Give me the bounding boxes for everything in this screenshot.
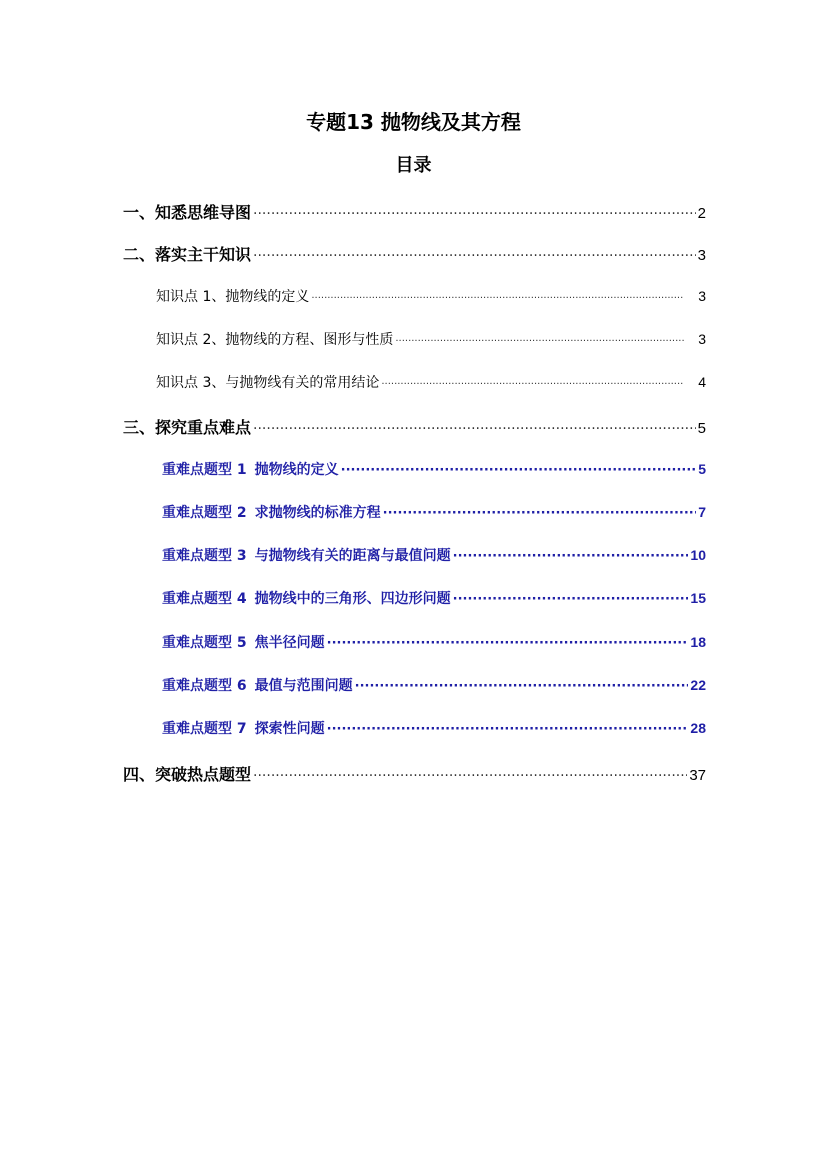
toc-entry-label: 求抛物线的标准方程: [254, 505, 381, 521]
toc-entry-knowledge-2[interactable]: [156, 329, 706, 351]
toc-page-number: 2: [697, 205, 706, 222]
toc-entry-problem-type-2[interactable]: [162, 502, 706, 524]
toc-page-number: 10: [690, 547, 706, 563]
dot-leader: [327, 637, 689, 650]
toc-page-number: 3: [698, 331, 706, 347]
toc-heading: 目录: [395, 155, 432, 176]
toc-entry-label: 二、落实主干知识: [123, 245, 252, 264]
toc-entry-label: 焦半径问题: [254, 635, 325, 651]
toc-entry-problem-type-4[interactable]: [162, 588, 706, 610]
toc-entry-section-2[interactable]: [123, 242, 706, 266]
toc-entry-tag: 重难点题型 3: [162, 548, 247, 564]
toc-page-number: 15: [690, 590, 706, 606]
toc-entry-tag: 重难点题型 4: [162, 591, 247, 607]
toc-entry-label: 抛物线的定义: [254, 462, 339, 478]
dot-leader: [253, 249, 696, 263]
toc-entry-problem-type-1[interactable]: [162, 459, 706, 481]
toc-entry-label: 四、突破热点题型: [123, 765, 252, 784]
toc-page-number: 18: [690, 634, 706, 650]
dot-leader: [383, 507, 697, 520]
toc-entry-problem-type-7[interactable]: [162, 718, 706, 740]
toc-page-number: 4: [698, 374, 706, 390]
toc-entry-label: 一、知悉思维导图: [123, 203, 252, 222]
toc-page-number: 5: [698, 461, 706, 477]
dot-leader: [327, 723, 689, 736]
toc-entry-section-4[interactable]: [123, 762, 706, 786]
toc-entry-label: 知识点 3、与抛物线有关的常用结论: [156, 375, 380, 391]
dot-leader: [453, 550, 689, 563]
toc-entry-label: 知识点 2、抛物线的方程、图形与性质: [156, 332, 394, 348]
toc-page-number: 3: [698, 288, 706, 304]
toc-page-number: 28: [690, 720, 706, 736]
toc-page-number: 3: [697, 247, 706, 264]
toc-page-number: 5: [697, 420, 706, 437]
toc-entry-tag: 重难点题型 2: [162, 505, 247, 521]
toc-entry-label: 探索性问题: [254, 721, 325, 737]
dot-leader: [381, 380, 684, 390]
dot-leader: [253, 207, 696, 221]
dot-leader: [253, 769, 687, 783]
document-title: 专题13 抛物线及其方程: [306, 110, 521, 134]
toc-entry-label: 抛物线中的三角形、四边形问题: [254, 591, 451, 607]
toc-entry-problem-type-6[interactable]: [162, 675, 706, 697]
toc-entry-label: 三、探究重点难点: [123, 418, 252, 437]
toc-page-number: 7: [698, 504, 706, 520]
toc-page-number: 37: [689, 767, 706, 784]
toc-entry-problem-type-3[interactable]: [162, 545, 706, 567]
dot-leader: [311, 294, 684, 304]
dot-leader: [253, 422, 696, 436]
toc-entry-problem-type-5[interactable]: [162, 632, 706, 654]
toc-entry-label: 最值与范围问题: [254, 678, 353, 694]
toc-entry-tag: 重难点题型 7: [162, 721, 247, 737]
dot-leader: [341, 464, 697, 477]
dot-leader: [453, 593, 689, 606]
toc-entry-label: 与抛物线有关的距离与最值问题: [254, 548, 451, 564]
dot-leader: [355, 680, 689, 693]
toc-entry-section-1[interactable]: [123, 200, 706, 224]
toc-entry-tag: 重难点题型 1: [162, 462, 247, 478]
toc-entry-label: 知识点 1、抛物线的定义: [156, 289, 310, 305]
toc-entry-knowledge-3[interactable]: [156, 372, 706, 394]
toc-page-number: 22: [690, 677, 706, 693]
toc-entry-section-3[interactable]: [123, 415, 706, 439]
toc-entry-tag: 重难点题型 5: [162, 635, 247, 651]
dot-leader: [395, 337, 684, 347]
toc-entry-tag: 重难点题型 6: [162, 678, 247, 694]
toc-entry-knowledge-1[interactable]: [156, 286, 706, 308]
